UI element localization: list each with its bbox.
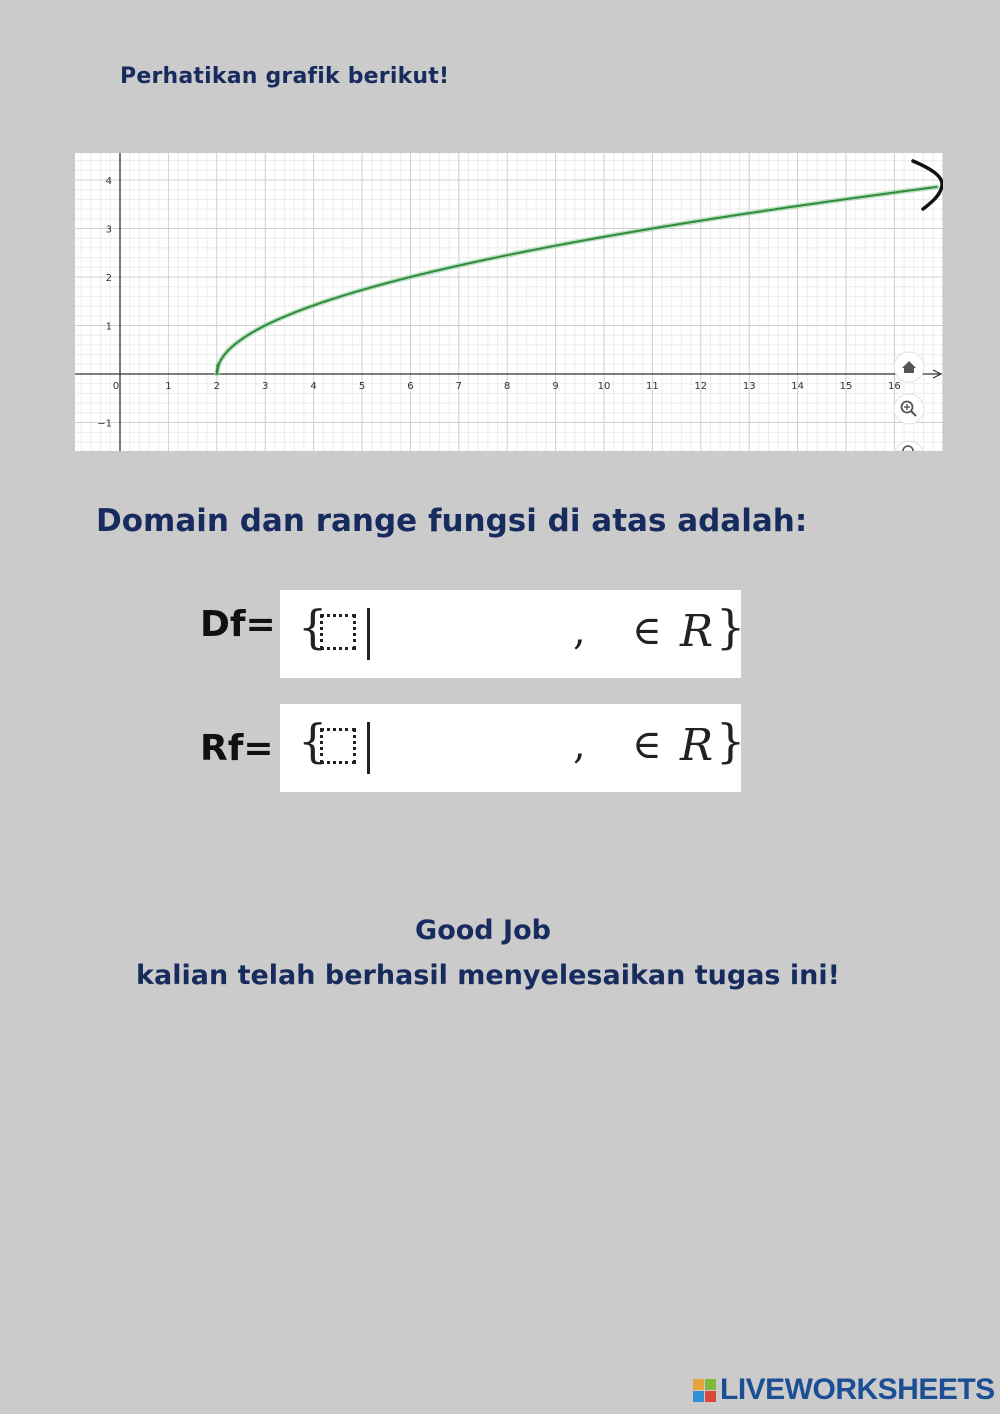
question-text: Domain dan range fungsi di atas adalah: — [96, 503, 808, 539]
x-tick-label: 12 — [694, 381, 708, 392]
open-brace: { — [298, 600, 328, 654]
such-that-bar — [367, 608, 370, 660]
x-tick-label: 14 — [791, 381, 804, 392]
domain-label: Df= — [200, 604, 276, 645]
graph-canvas — [75, 153, 943, 451]
element-of-symbol: ∈ — [632, 722, 662, 768]
y-tick-label: 3 — [105, 224, 112, 236]
x-tick-label: 3 — [262, 381, 269, 392]
brand-icon — [693, 1379, 716, 1402]
x-tick-label: 8 — [504, 381, 511, 392]
x-tick-label: 7 — [455, 381, 462, 392]
open-brace: { — [298, 714, 328, 768]
x-tick-label: 1 — [165, 381, 172, 392]
x-tick-label: 13 — [742, 381, 756, 392]
y-tick-label: −1 — [97, 418, 112, 430]
zoom-out-button[interactable] — [895, 441, 923, 451]
x-tick-label: 9 — [552, 381, 559, 392]
x-tick-label: 11 — [646, 381, 659, 392]
range-answer-box — [280, 704, 746, 792]
x-tick-label: 2 — [213, 381, 220, 392]
x-tick-label: 6 — [407, 381, 414, 392]
curve-label: f — [214, 361, 220, 375]
variable-input[interactable] — [320, 614, 356, 650]
x-tick-label: 4 — [310, 381, 317, 392]
x-tick-label: 0 — [112, 381, 120, 392]
range-condition-input[interactable] — [380, 726, 564, 772]
x-tick-labels — [113, 381, 901, 392]
brand-name: LIVEWORKSHEETS — [720, 1373, 995, 1406]
good-job-text: Good Job — [415, 915, 551, 946]
close-brace: } — [716, 600, 746, 654]
zoom-in-button[interactable] — [894, 394, 924, 424]
grid-major — [75, 153, 943, 451]
curve-halo — [214, 187, 937, 375]
liveworksheets-logo — [693, 1372, 995, 1408]
x-tick-label: 16 — [888, 381, 901, 392]
intro-text: Perhatikan grafik berikut! — [120, 64, 450, 89]
domain-condition-input[interactable] — [380, 612, 564, 658]
home-button[interactable] — [894, 352, 924, 382]
range-label: Rf= — [200, 728, 274, 769]
y-tick-label: 4 — [105, 176, 112, 187]
such-that-bar — [367, 722, 370, 774]
function-graph — [75, 153, 943, 451]
function-curve — [214, 187, 937, 375]
x-tick-label: 5 — [358, 381, 366, 392]
closing-text: kalian telah berhasil menyelesaikan tugas ini! — [136, 960, 840, 991]
x-tick-label: 15 — [839, 381, 853, 392]
variable-input[interactable] — [320, 728, 356, 764]
domain-answer-box — [280, 590, 746, 678]
comma: , — [573, 608, 586, 654]
y-tick-label: 1 — [105, 321, 112, 333]
grid-minor — [75, 153, 943, 451]
element-of-symbol: ∈ — [632, 608, 662, 654]
real-numbers-symbol: R — [680, 720, 714, 771]
y-tick-labels — [97, 176, 112, 430]
comma: , — [573, 722, 586, 768]
real-numbers-symbol: R — [680, 606, 714, 657]
y-tick-label: 2 — [105, 273, 112, 284]
close-brace: } — [716, 714, 746, 768]
x-tick-label: 10 — [597, 381, 611, 392]
